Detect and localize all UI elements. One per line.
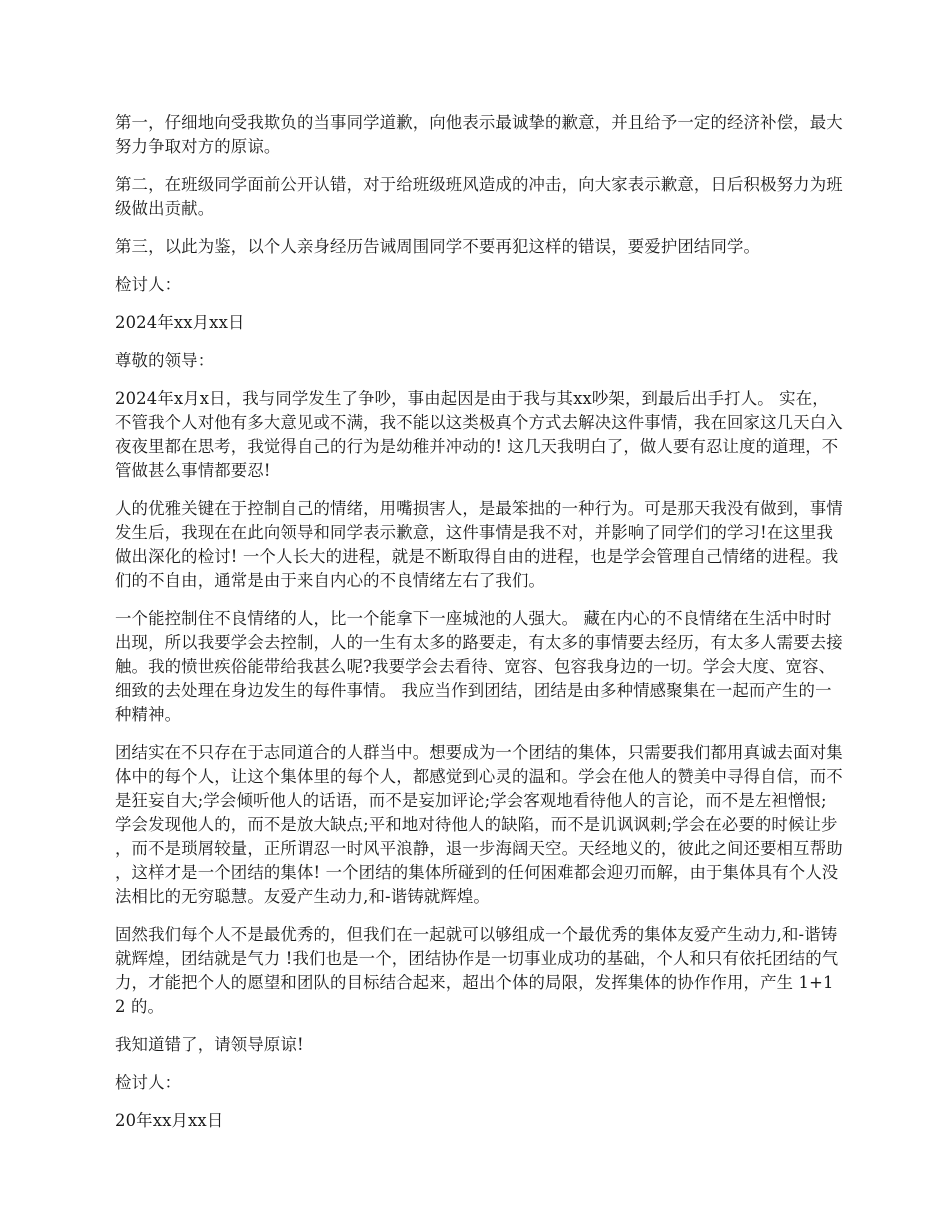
paragraph-self-control: 一个能控制住不良情绪的人，比一个能拿下一座城池的人强大。 藏在内心的不良情绪在生活中时时出现，所以我要学会去控制，人的一生有太多的路要走，有太多的事情要去经历，有太多人需要去接触。我的愤世疾俗能带给我甚么呢?我要学会去看待、宽容、包容我身边的一切。学会大度、宽容、细致的去处理在身边发生的每件事情。 我应当作到团结，团结是由多种情感聚集在一起而产生的一种精神。: [115, 609, 843, 724]
paragraph-unity: 团结实在不只存在于志同道合的人群当中。想要成为一个团结的集体，只需要我们都用真诚去面对集体中的每个人，让这个集体里的每个人，都感觉到心灵的温和。学会在他人的赞美中寻得自信，而不是狂妄自大;学会倾听他人的话语，而不是妄加评论;学会客观地看待他人的言论，而不是左袒憎恨;学会发现他人的，而不是放大缺点;平和地对待他人的缺陷，而不是讥讽讽刺;学会在必要的时候让步，而不是琐屑较量，正所谓忍一时风平浪静，退一步海阔天空。天经地义的，彼此之间还要相互帮助，这样才是一个团结的集体! 一个团结的集体所碰到的任何困难都会迎刃而解，由于集体具有个人没法相比的无穷聪慧。友爱产生动力,和-谐铸就辉煌。: [115, 743, 843, 906]
paragraph-lesson-learned: 第三，以此为鉴，以个人亲身经历告诫周围同学不要再犯这样的错误，要爱护团结同学。: [115, 237, 761, 256]
paragraph-public-confession: 第二，在班级同学面前公开认错，对于给班级班风造成的冲击，向大家表示歉意，日后积极努力为班级做出贡献。: [115, 175, 843, 218]
paragraph-incident: 2024年x月x日，我与同学发生了争吵，事由起因是由于我与其xx吵架，到最后出手打人。 实在，不管我个人对他有多大意见或不满，我不能以这类极真个方式去解决这件事情，我在回家这几天白入夜夜里都在思考，我觉得自己的行为是幼稚并冲动的! 这几天我明白了，做人要有忍让度的道理，不管做甚么事情都要忍!: [115, 389, 843, 480]
signature-label-2: 检讨人：: [115, 1073, 182, 1092]
document-body: [115, 111, 843, 1147]
signature-date: 2024年xx月xx日: [115, 313, 245, 332]
paragraph-collective: 固然我们每个人不是最优秀的，但我们在一起就可以够组成一个最优秀的集体友爱产生动力,和-谐铸就辉煌，团结就是气力 !我们也是一个，团结协作是一切事业成功的基础，个人和只有依托团结的气力，才能把个人的愿望和团队的目标结合起来，超出个体的局限，发挥集体的协作作用，产生 1+12 的。: [115, 925, 839, 1016]
paragraph-apology-classmate: 第一，仔细地向受我欺负的当事同学道歉，向他表示最诚挚的歉意，并且给予一定的经济补偿，最大努力争取对方的原谅。: [115, 113, 843, 156]
signature-date-2: 20年xx月xx日: [115, 1111, 224, 1130]
salutation: 尊敬的领导：: [115, 351, 215, 370]
closing-apology: 我知道错了，请领导原谅!: [115, 1035, 304, 1054]
paragraph-emotion-control: 人的优雅关键在于控制自己的情绪，用嘴损害人，是最笨拙的一种行为。可是那天我没有做到，事情发生后，我现在在此向领导和同学表示歉意，这件事情是我不对，并影响了同学们的学习!在这里我做出深化的检讨! 一个人长大的进程，就是不断取得自由的进程，也是学会管理自己情绪的进程。我们的不自由，通常是由于来自内心的不良情绪左右了我们。: [115, 499, 843, 590]
signature-label: 检讨人：: [115, 275, 182, 294]
